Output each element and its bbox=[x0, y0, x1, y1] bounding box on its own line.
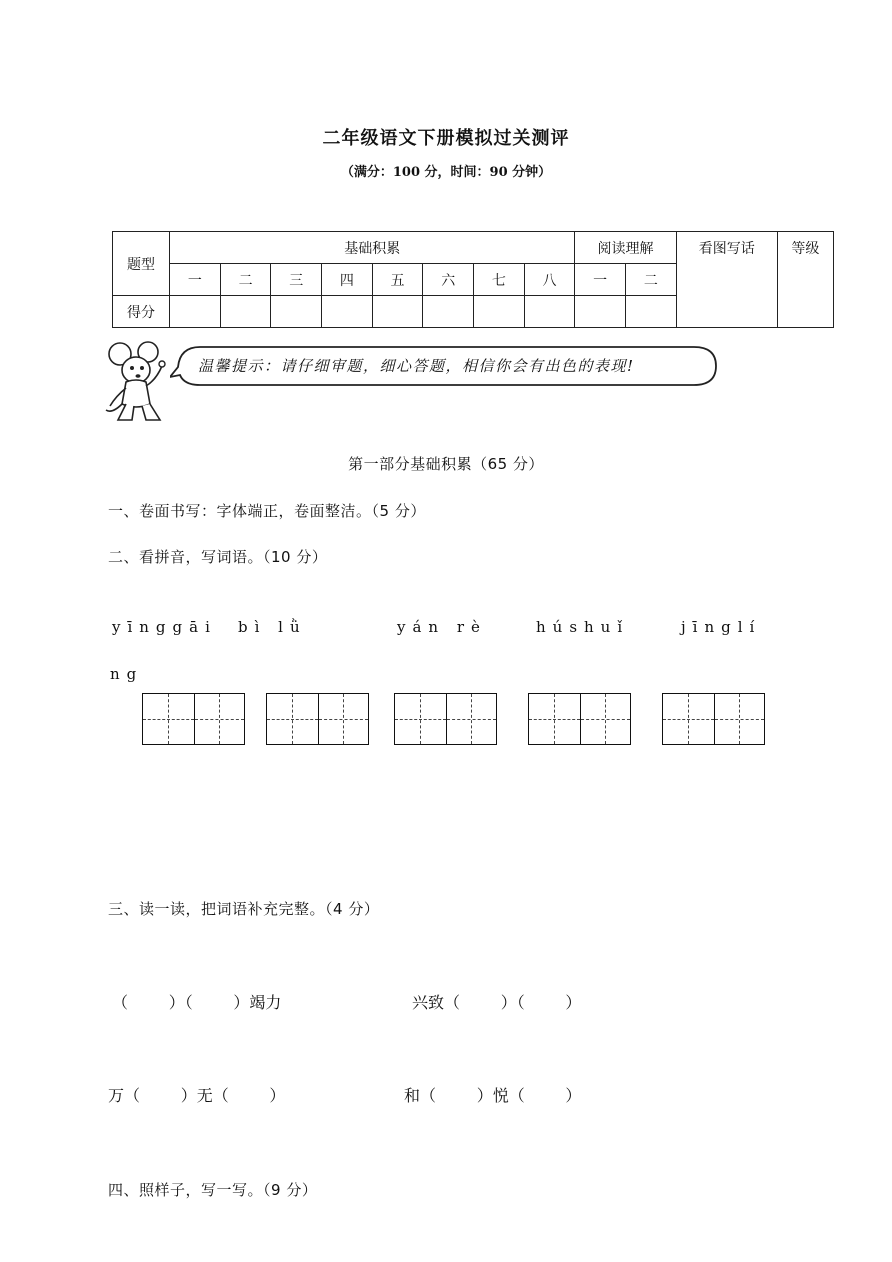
pinyin-word: bì lǜ bbox=[238, 618, 307, 636]
tianzi-cell[interactable] bbox=[395, 694, 446, 744]
col-basic: 二 bbox=[220, 264, 271, 296]
pinyin-word: húshuǐ bbox=[536, 618, 630, 636]
col-basic: 三 bbox=[271, 264, 322, 296]
col-basic: 五 bbox=[372, 264, 423, 296]
score-table-header-row bbox=[113, 232, 834, 264]
question-1: 一、卷面书写：字体端正，卷面整洁。（5 分） bbox=[108, 502, 426, 520]
tianzi-cell[interactable] bbox=[143, 694, 194, 744]
tianzi-box[interactable] bbox=[394, 693, 497, 745]
col-reading: 二 bbox=[625, 264, 676, 296]
score-cell[interactable] bbox=[423, 296, 474, 328]
tianzi-cell[interactable] bbox=[580, 694, 631, 744]
tianzi-box[interactable] bbox=[142, 693, 245, 745]
score-cell[interactable] bbox=[170, 296, 221, 328]
fill-blank-item[interactable]: 和（ ）悦（ ） bbox=[404, 1086, 582, 1105]
mouse-mascot-icon bbox=[104, 340, 176, 426]
pinyin-wrap: ng bbox=[110, 665, 144, 683]
score-cell[interactable] bbox=[220, 296, 271, 328]
tianzi-box[interactable] bbox=[528, 693, 631, 745]
question-2: 二、看拼音，写词语。（10 分） bbox=[108, 548, 328, 566]
col-reading: 一 bbox=[575, 264, 626, 296]
tianzi-cell[interactable] bbox=[663, 694, 714, 744]
tip-text: 温馨提示：请仔细审题，细心答题，相信你会有出色的表现! bbox=[198, 357, 635, 375]
score-cell[interactable] bbox=[524, 296, 575, 328]
col-basic: 一 bbox=[170, 264, 221, 296]
fill-blank-item[interactable]: 万（ ）无（ ） bbox=[108, 1086, 286, 1105]
tianzi-cell[interactable] bbox=[267, 694, 318, 744]
group-grade: 等级 bbox=[777, 232, 833, 328]
col-basic: 七 bbox=[474, 264, 525, 296]
tianzi-cell[interactable] bbox=[194, 694, 245, 744]
tianzi-box[interactable] bbox=[662, 693, 765, 745]
part1-heading: 第一部分基础积累（65 分） bbox=[348, 455, 544, 473]
tianzi-cell[interactable] bbox=[318, 694, 369, 744]
fill-blank-item[interactable]: 兴致（ ）（ ） bbox=[412, 993, 582, 1012]
score-cell[interactable] bbox=[575, 296, 626, 328]
col-basic: 四 bbox=[322, 264, 373, 296]
score-cell[interactable] bbox=[372, 296, 423, 328]
tianzi-cell[interactable] bbox=[714, 694, 765, 744]
group-reading: 阅读理解 bbox=[575, 232, 676, 264]
fill-blank-item[interactable]: （ ）（ ）竭力 bbox=[112, 993, 282, 1012]
col-basic: 八 bbox=[524, 264, 575, 296]
row-label-type: 题型 bbox=[113, 232, 170, 296]
tianzi-cell[interactable] bbox=[529, 694, 580, 744]
page-subtitle: （满分：100 分，时间：90 分钟） bbox=[340, 165, 552, 180]
tianzi-box[interactable] bbox=[266, 693, 369, 745]
score-cell[interactable] bbox=[271, 296, 322, 328]
col-basic: 六 bbox=[423, 264, 474, 296]
group-picture: 看图写话 bbox=[676, 232, 777, 328]
page-title: 二年级语文下册模拟过关测评 bbox=[322, 128, 570, 149]
question-4: 四、照样子，写一写。（9 分） bbox=[108, 1181, 318, 1199]
row-label-score: 得分 bbox=[113, 296, 170, 328]
group-basic: 基础积累 bbox=[170, 232, 575, 264]
score-table bbox=[112, 231, 834, 328]
score-cell[interactable] bbox=[322, 296, 373, 328]
score-cell[interactable] bbox=[474, 296, 525, 328]
question-3: 三、读一读，把词语补充完整。（4 分） bbox=[108, 900, 380, 918]
score-cell[interactable] bbox=[625, 296, 676, 328]
pinyin-word: jīnglí bbox=[681, 618, 762, 636]
tianzi-cell[interactable] bbox=[446, 694, 497, 744]
pinyin-word: yīnggāi bbox=[112, 618, 217, 636]
pinyin-word: yán rè bbox=[397, 618, 487, 636]
